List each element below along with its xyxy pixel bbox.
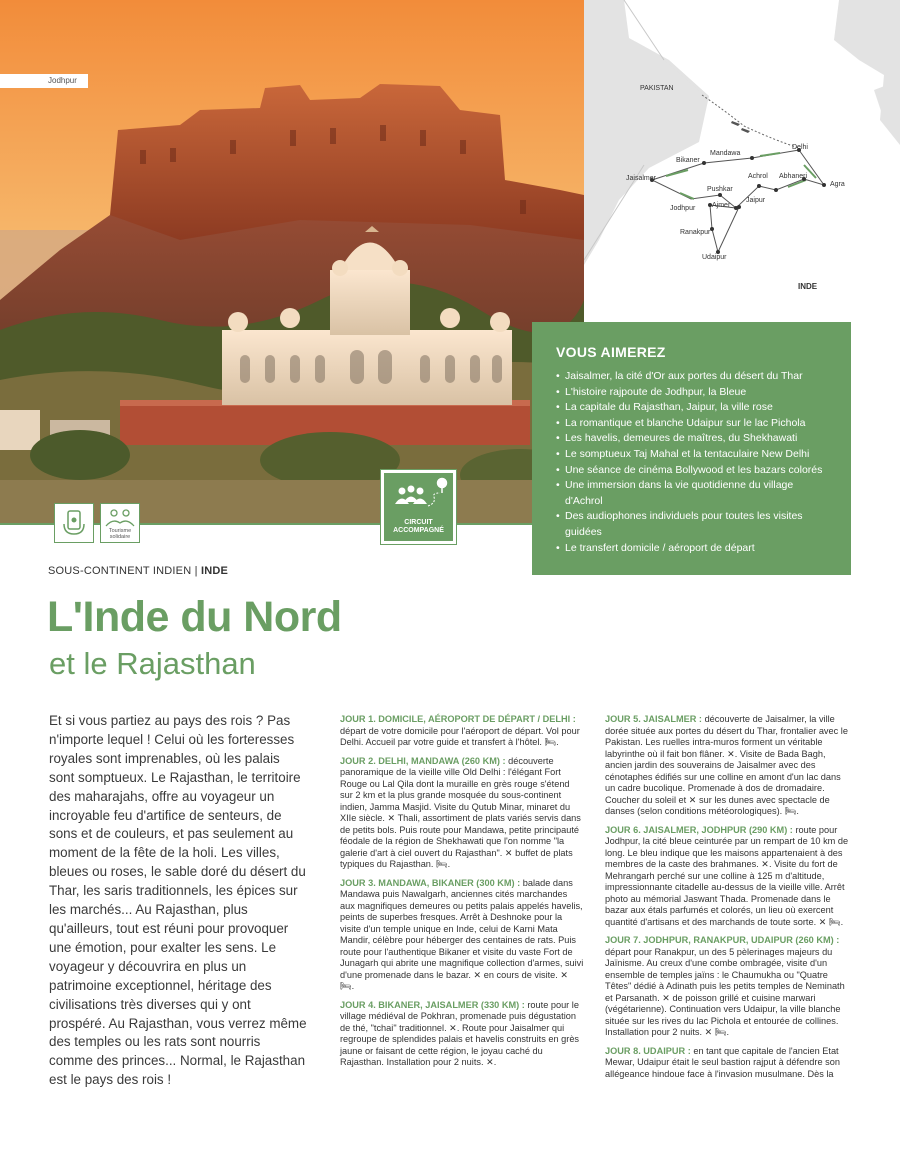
page-title: L'Inde du Nord xyxy=(47,593,342,641)
intro-paragraph: Et si vous partiez au pays des rois ? Pas n'importe lequel ! Celui où les forteresses royales sont imprenables, où les palais sont somptueux. Le Rajasthan, le territoire des maharajahs, offre au voyageur un incroyable feu d'artifice de senteurs, de sons et de couleurs, et pas seulement au moment de la fête de la holi. Les villes, bleues ou roses, le sable doré du désert du Thar, les saris traditionnels, les épices sur les marchés... Au Rajasthan, plus qu'ailleurs, tout est réuni pour provoquer une émotion, pour exalter les sens. Le voyageur y découvrira en plus un patrimoine exceptionnel, héritage des civilisations très diverses qui y ont prospéré. Au Rajasthan, vous verrez même des temples ou les rats sont nourris comme des princes... Normal, le Rajasthan est le pays des rois ! xyxy=(49,713,307,1088)
map-city-jaisalmer: Jaisalmer xyxy=(626,175,656,182)
breadcrumb-country: INDE xyxy=(200,565,229,577)
map-city-udaipur: Udaipur xyxy=(702,254,727,261)
audiophone-icon xyxy=(55,504,93,542)
day-title: JOUR 6. JAISALMER, JODHPUR (290 KM) : xyxy=(605,824,793,835)
audiophone-picto xyxy=(54,503,94,543)
map-label-pakistan: PAKISTAN xyxy=(640,85,674,92)
day-text: route pour le village médiéval de Pokhran, promenade puis dégustation de thé, "tchai" traditionnel. ✕. Route pour Jaisalmer qui regroupe de splendides palais et havelis construits en grès jaune or faisant de cette région, le joyau caché du Rajasthan. Installation pour 2 nuits. ✕. xyxy=(340,999,580,1067)
photo-caption: Jodhpur xyxy=(0,74,88,88)
day-entry xyxy=(340,878,584,993)
badge-line2: ACCOMPAGNÉ xyxy=(393,527,444,534)
map-city-jodhpur: Jodhpur xyxy=(670,205,696,212)
tourisme-solidaire-picto xyxy=(100,503,140,543)
highlights-list xyxy=(556,369,833,556)
map-city-jaipur: Jaipur xyxy=(746,197,766,204)
day-title: JOUR 4. BIKANER, JAISALMER (330 KM) : xyxy=(340,999,525,1010)
highlight-item: • La romantique et blanche Udaipur sur le lac Pichola xyxy=(556,416,833,432)
day-text: en tant que capitale de l'ancien Etat Mewar, Udaipur était le seul bastion rajput à défendre son allégeance hindoue face à l'invasion musulmane. Dès la xyxy=(605,1045,840,1079)
group-route-icon xyxy=(384,473,453,517)
itinerary-column-2 xyxy=(605,714,849,1087)
highlight-item: • Les havelis, demeures de maîtres, du Shekhawati xyxy=(556,431,833,447)
breadcrumb xyxy=(48,565,228,577)
breadcrumb-separator: | xyxy=(194,565,198,577)
highlight-item: • La capitale du Rajasthan, Jaipur, la ville rose xyxy=(556,400,833,416)
day-text: balade dans Mandawa puis Nawalgarh, anciennes cités marchandes aux magnifiques demeures ou petits palais appelés havelis, peints de superbes fresques. Arrêt à Deshnoke pour la visite d'un temple unique en Inde, celui de Karni Mata Mandir, célèbre pour héberger des centaines de rats. Puis route pour l'authentique Bikaner et visite du vaste Fort de Junagarh qui abrite une magnifique collection d'armes, suivi d'une promenade dans le bazar. ✕ en cours de visite. ✕ 🛏. xyxy=(340,877,584,991)
highlight-item: • Une immersion dans la vie quotidienne du village d'Achrol xyxy=(556,478,833,509)
day-text: découverte panoramique de la vieille ville Old Delhi : l'élégant Fort Rouge ou Lal Qila dont la muraille en grès rouge s'étend sur 2 km et la plus grande mosquée du sous-continent indien, Jamma Masjid. Visite du Qutub Minar, minaret du XIIe siècle. ✕ Thali, assortiment de plats variés servis dans de petits bols. Puis route pour Mandawa, petite principauté féodale de la région de Shekhawati que l'on nomme "la galerie d'art à ciel ouvert du Rajasthan". ✕ buffet de plats typiques du Rajasthan. 🛏. xyxy=(340,755,581,869)
map-city-agra: Agra xyxy=(830,181,845,188)
map-city-achrol: Achrol xyxy=(748,173,768,180)
highlight-item: • Le somptueux Taj Mahal et la tentaculaire New Delhi xyxy=(556,447,833,463)
map-city-bikaner: Bikaner xyxy=(676,157,700,164)
highlight-item: • L'histoire rajpoute de Jodhpur, la Bleue xyxy=(556,385,833,401)
day-entry xyxy=(340,1000,584,1069)
map-city-ranakpur: Ranakpur xyxy=(680,229,711,236)
tourisme-solidaire-label: Tourisme solidaire xyxy=(108,528,132,540)
map-city-abhaneri: Abhaneri xyxy=(779,173,808,180)
map-label-inde: INDE xyxy=(798,282,818,291)
highlight-item: • Des audiophones individuels pour toutes les visites guidées xyxy=(556,509,833,540)
day-title: JOUR 7. JODHPUR, RANAKPUR, UDAIPUR (260 KM) : xyxy=(605,935,840,945)
map-city-delhi: Delhi xyxy=(792,144,808,151)
day-entry xyxy=(605,825,849,929)
highlights-box xyxy=(532,322,851,575)
day-text: découverte de Jaisalmer, la ville dorée située aux portes du désert du Thar, frontalier avec le Pakistan. Les ruelles intra-muros forment un véritable labyrinthe où il fait bon flâner. ✕. Visite de Bada Bagh, ancien jardin des souverains de Jaisalmer avec des cénotaphes édifiés sur une colline en amont d'un lac dans un cadre bucolique. Promenade à dos de dromadaire. Coucher du soleil et ✕ sur les dunes avec spectacle de danses (selon conditions météorologiques). 🛏. xyxy=(605,714,848,816)
day-entry xyxy=(340,756,584,871)
highlight-item: • Jaisalmer, la cité d'Or aux portes du désert du Thar xyxy=(556,369,833,385)
circuit-badge xyxy=(381,470,456,544)
day-text: départ de votre domicile pour l'aéroport de départ. Vol pour Delhi. Accueil par votre guide et transfert à l'hôtel. 🛏. xyxy=(340,725,580,747)
solidarity-hands-icon xyxy=(101,504,139,530)
day-entry xyxy=(605,935,849,1039)
day-title: JOUR 1. DOMICILE, AÉROPORT DE DÉPART / DELHI : xyxy=(340,714,576,724)
day-title: JOUR 5. JAISALMER : xyxy=(605,714,702,724)
badge-line1: CIRCUIT xyxy=(404,519,433,526)
map-illustration xyxy=(584,0,900,336)
day-title: JOUR 3. MANDAWA, BIKANER (300 KM) : xyxy=(340,877,521,888)
map-city-pushkar: Pushkar xyxy=(707,186,733,193)
map-city-mandawa: Mandawa xyxy=(710,150,741,157)
highlight-item: • Une séance de cinéma Bollywood et les bazars colorés xyxy=(556,463,833,479)
itinerary-map xyxy=(584,0,900,336)
day-title: JOUR 2. DELHI, MANDAWA (260 KM) : xyxy=(340,755,506,766)
day-entry xyxy=(605,1046,849,1081)
page-subtitle: et le Rajasthan xyxy=(49,646,256,681)
map-city-ajmer: Ajmer xyxy=(712,202,731,209)
highlight-item: • Le transfert domicile / aéroport de départ xyxy=(556,541,833,557)
day-text: départ pour Ranakpur, un des 5 pèlerinages majeurs du Jaïnisme. Au creux d'une combe ombragée, visite d'un ensemble de temples jaïns : le Chaumukha ou "Quatre Têtes" dédié à Adinath puis les petits temples de Neminath et Parsanath. ✕ de poisson grillé et cuisine marwari (végétarienne). Continuation vers Udaipur, la ville blanche située sur les rives du lac Pichola et entourée de collines. Installation pour 2 nuits. ✕ 🛏. xyxy=(605,946,845,1037)
day-entry xyxy=(605,714,849,818)
highlights-title: VOUS AIMEREZ xyxy=(556,344,666,360)
day-entry xyxy=(340,714,584,749)
day-text: route pour Jodhpur, la cité bleue ceinturée par un rempart de 10 km de long. Le bleu indique que les maisons appartenaient à des membres de la caste des brahmanes. ✕. Visite du fort de Mehrangarh perché sur une colline à 125 m d'altitude, impressionnante citadelle au-dessus de la vieille ville. Arrêt photo au mémorial Jaswant Thada. Promenade dans le bazar aux étals parfumés et colorés, un lieu où exercent quantité d'artisans et des marchands de toute sorte. ✕ 🛏. xyxy=(605,824,849,927)
breadcrumb-region: SOUS-CONTINENT INDIEN xyxy=(48,565,192,577)
itinerary-column-1 xyxy=(340,714,584,1076)
day-title: JOUR 8. UDAIPUR : xyxy=(605,1045,691,1056)
